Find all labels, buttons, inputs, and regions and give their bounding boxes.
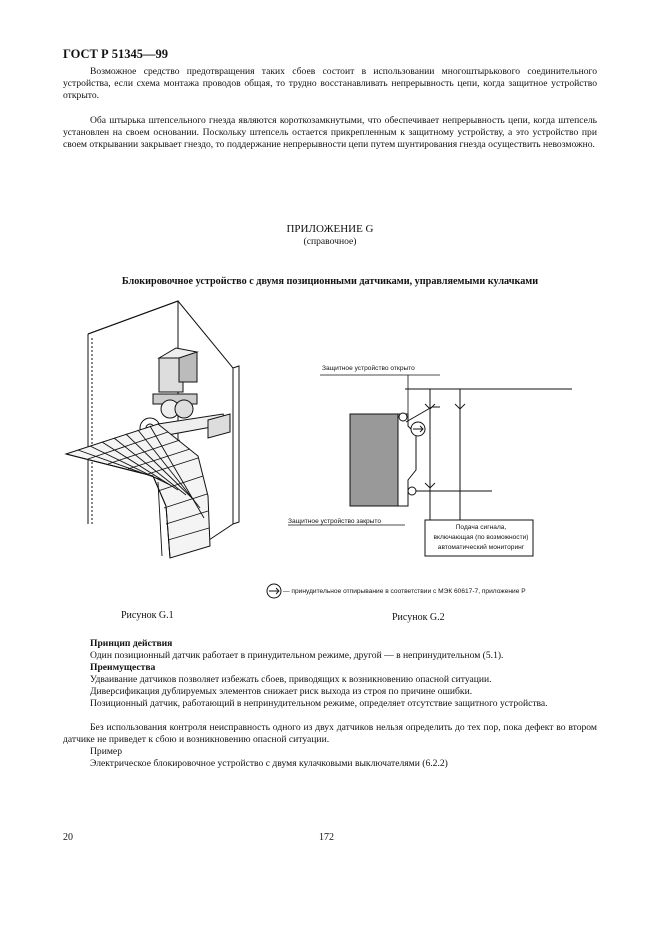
advantage-3: Позиционный датчик, работающий в непринудительном режиме, определяет отсутствие защитного устройства. (90, 698, 548, 709)
signal-box-line-3: автоматический мониторинг (437, 544, 525, 551)
intro-paragraph-1: Возможное средство предотвращения таких сбоев состоит в использовании многоштырькового соединительного устройства, если схема монтажа проводов общая, то трудно восстанавливать непрерывность цепи, когда защитное устройство открыто. (63, 66, 597, 102)
lower-switch-roller (408, 487, 416, 495)
note-paragraph: Без использования контроля неисправность одного из двух датчиков нельзя определить до тех пор, пока дефект во втором датчике не приведет к сбою и возникновению опасной ситуации. (63, 722, 597, 746)
appendix-heading: Блокировочное устройство с двумя позиционными датчиками, управляемыми кулачками (121, 276, 539, 287)
advantage-2: Диверсификация дублируемых элементов снижает риск выхода из строя по причине ошибки. (90, 686, 473, 697)
footer-page-center: 172 (319, 832, 334, 843)
document-header: ГОСТ Р 51345—99 (63, 47, 169, 61)
principle-title: Принцип действия (90, 638, 173, 649)
label-guard-open: Защитное устройство открыто (322, 365, 415, 372)
advantage-1: Удваивание датчиков позволяет избежать сбоев, приводящих к возникновению опасной ситуации. (90, 674, 492, 685)
appendix-title: ПРИЛОЖЕНИЕ G (286, 223, 374, 235)
example-text: Электрическое блокировочное устройство с двумя кулачковыми выключателями (6.2.2) (90, 758, 448, 769)
intro-paragraph-2: Оба штырька штепсельного гнезда являются короткозамкнутыми, что обеспечивает непрерывность цепи, когда штепсель установлен на своем основании. Поскольку штепсель остается прикрепленным к защитному устройству, а это устройство при своем открывании закрывает гнездо, то поддержание непрерывности цепи путем шунтирования гнезда осуществить невозможно. (63, 115, 597, 151)
example-title: Пример (90, 746, 122, 757)
legend-text: — принудительное отпирывание в соответствии с МЭК 60617-7, приложение P (283, 588, 526, 595)
footer-page-left: 20 (63, 832, 73, 843)
advantages-title: Преимущества (90, 662, 156, 673)
appendix-subtitle: (справочное) (303, 236, 357, 247)
figure-g1-illustration (58, 296, 253, 601)
caption-figure-g1: Рисунок G.1 (121, 610, 174, 621)
signal-box-line-2: включающая (по возможности) (433, 534, 529, 541)
upper-switch-contact (406, 407, 432, 422)
upper-switch-roller (399, 413, 407, 421)
principle-text: Один позиционный датчик работает в принудительном режиме, другой — в непринудительном (5.1). (90, 650, 504, 661)
signal-box-line-1: Подача сигнала, (455, 524, 507, 531)
figure-g2-schematic (260, 352, 590, 612)
guard-block (350, 414, 398, 506)
label-guard-closed: Защитное устройство закрыто (288, 518, 381, 525)
caption-figure-g2: Рисунок G.2 (392, 612, 445, 623)
